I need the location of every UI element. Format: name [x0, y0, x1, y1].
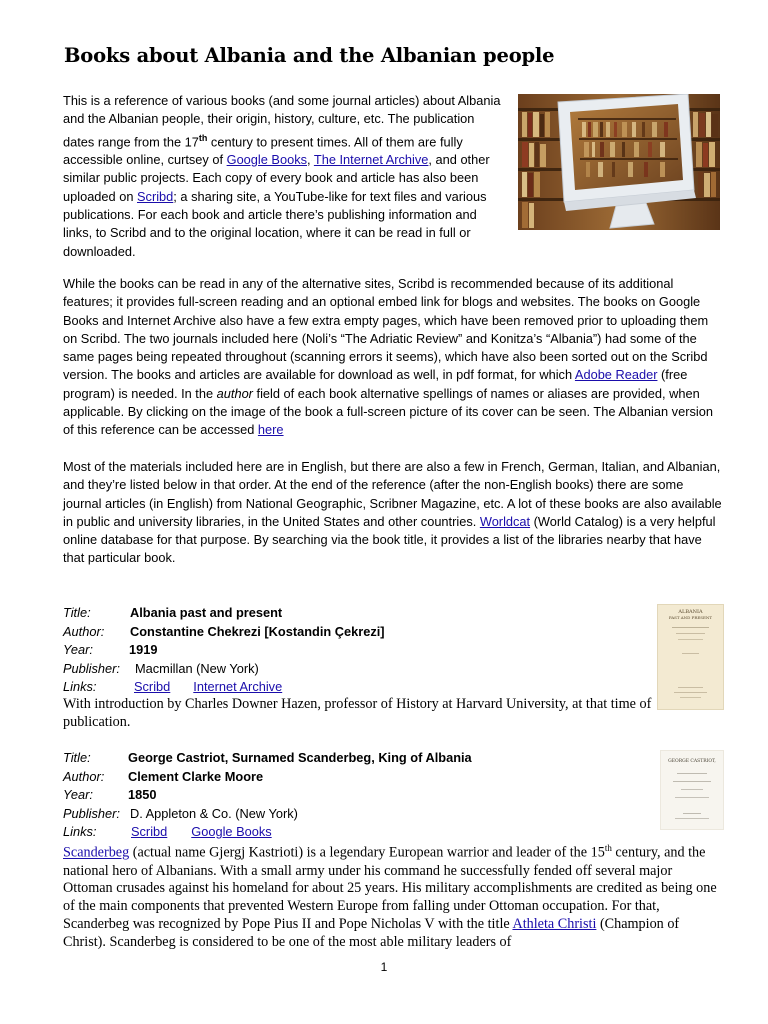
book-title-row: Title: George Castriot, Surnamed Scanderbeg, King of Albania	[63, 750, 472, 765]
cover-1-subtitle: PAST AND PRESENT	[668, 615, 713, 620]
book-entry-1	[63, 604, 385, 697]
intro-paragraph-3: Most of the materials included here are in English, but there are also a few in French, German, Italian, and Albanian, and they’re listed below in that order. At the end of the reference (after the non-English books) there are some journal articles (in English) from National Geographic, Scribner Magazine, etc. A lot of these books are also available in public and university libraries, in the United States and other countries. Worldcat (World Catalog) is a very helpful online database for that purpose. By searching via the book title, it provides a list of the libraries nearby that have that particular book.	[63, 459, 722, 566]
adobe-reader-link[interactable]: Adobe Reader	[574, 367, 658, 383]
book-scribd-link[interactable]: Scribd	[134, 679, 171, 694]
book-scribd-link[interactable]: Scribd	[131, 824, 168, 839]
athleta-christi-link[interactable]: Athleta Christi	[512, 915, 597, 932]
book-year: 1850	[128, 787, 157, 802]
author-label: Author:	[63, 623, 105, 639]
library-monitor-image	[518, 94, 720, 230]
book-publisher-row	[63, 660, 385, 679]
author-label: Author:	[63, 768, 105, 784]
links-label: Links:	[63, 824, 97, 839]
book-title-row: Title: Albania past and present	[63, 605, 283, 620]
book-title: George Castriot, Surnamed Scanderbeg, King of Albania	[128, 750, 472, 765]
scribd-link[interactable]: Scribd	[137, 188, 174, 204]
book-year-row	[63, 786, 472, 805]
book-cover-1[interactable]	[657, 604, 724, 710]
book-links-row	[63, 678, 385, 697]
book-google-books-link[interactable]: Google Books	[191, 824, 272, 839]
book-title: Albania past and present	[130, 605, 283, 620]
book-publisher-row	[63, 805, 472, 824]
book-description-2: Scanderbeg (actual name Gjergj Kastrioti) is a legendary European warrior and leader of the 15th century, and the national hero of Albanians. With a small army under his command he successfully fended off several major Ottoman crusades against his homeland for about 25 years. His military accomplishments are credited as being one of the main components that prevented Western Europe from falling under Ottoman occupation. For that, Scanderbeg was recognized by Pope Pius II and Pope Nicholas V with the title Athleta Christi (Champion of Christ). Scanderbeg is considered to be one of the most able military leaders of	[63, 843, 717, 950]
book-author: Constantine Chekrezi [Kostandin Çekrezi]	[130, 623, 385, 639]
publisher-label: Publisher:	[63, 660, 120, 676]
page-title: Books about Albania and the Albanian people	[64, 44, 555, 67]
title-label: Title	[63, 605, 88, 620]
year-label: Year:	[63, 642, 93, 657]
book-publisher: Macmillan (New York)	[135, 660, 259, 676]
page-number: 1	[380, 960, 388, 974]
book-links-row	[63, 823, 472, 842]
scanderbeg-link[interactable]: Scanderbeg	[63, 844, 130, 861]
albanian-version-link[interactable]: here	[257, 422, 284, 438]
book-author-row	[63, 768, 472, 787]
book-author: Clement Clarke Moore	[128, 768, 264, 784]
links-label: Links:	[63, 679, 97, 694]
intro-paragraph-2: While the books can be read in any of the alternative sites, Scribd is recommended because of its additional features; it provides full-screen reading and an optional embed link for blogs and websites. The books on Google Books and Internet Archive also have a few extra empty pages, which have been removed prior to uploading them on Scribd. The two journals included here (Noli’s “The Adriatic Review” and Konitza’s “Albania”) had some of the same pages being repeated throughout (scanning errors it seems), which have also been sorted out on the Scribd version. The books and articles are available for download as well, in pdf format, for which Adobe Reader (free program) is needed. In the author field of each book alternative spellings of names or aliases are provided, when applicable. By clicking on the image of the book a full-screen picture of its cover can be seen. The Albanian version of this reference can be accessed here	[63, 276, 713, 438]
book-year: 1919	[129, 642, 158, 657]
cover-2-title: GEORGE CASTRIOT,	[668, 759, 716, 764]
google-books-link[interactable]: Google Books	[226, 152, 307, 168]
book-year-row	[63, 641, 385, 660]
book-author-row	[63, 623, 385, 642]
internet-archive-link[interactable]: The Internet Archive	[313, 152, 429, 168]
book-entry-2	[63, 749, 472, 842]
worldcat-link[interactable]: Worldcat	[479, 513, 531, 529]
title-label: Title	[63, 750, 88, 765]
intro-paragraph-1: This is a reference of various books (and some journal articles) about Albania and the Albanian people, their origin, history, culture, etc. The publication dates range from the 17th century to present times. All of them are fully accessible online, curtsey of Google Books, The Internet Archive, and other similar public projects. Each copy of every book and article has also been uploaded on Scribd; a sharing site, a YouTube-like for text files and various publications. For each book and article there’s publishing information and links, to Scribd and to the original location, where it can be read in full or downloaded.	[63, 93, 501, 259]
publisher-label: Publisher:	[63, 805, 120, 821]
book-internet-archive-link[interactable]: Internet Archive	[193, 679, 283, 694]
book-publisher: D. Appleton & Co. (New York)	[130, 805, 298, 821]
year-label: Year:	[63, 787, 93, 802]
cover-1-title: ALBANIA	[678, 609, 703, 615]
book-cover-2[interactable]	[660, 750, 724, 830]
library-monitor-illustration	[518, 94, 720, 230]
book-description-1: With introduction by Charles Downer Hazen, professor of History at Harvard University, at that time of publication.	[63, 696, 652, 730]
